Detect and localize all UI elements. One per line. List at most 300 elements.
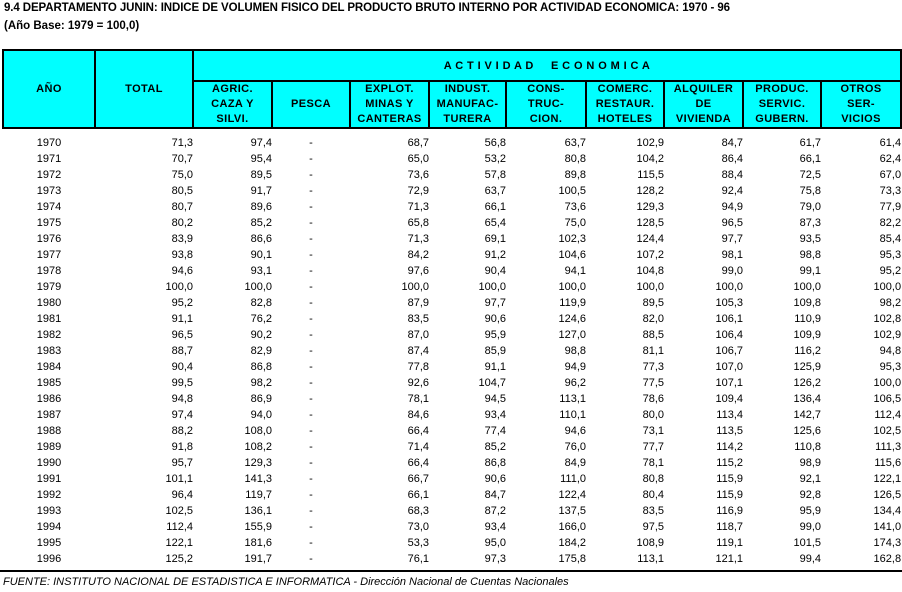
value-cell: 71,3 [407, 233, 429, 245]
value-cell: 63,7 [564, 137, 586, 149]
value-cell: 88,2 [171, 425, 193, 437]
value-cell: 107,0 [715, 361, 743, 373]
year-cell: 1991 [36, 473, 62, 485]
column-header-pesca: PESCA [272, 81, 350, 128]
value-cell: 90,2 [250, 329, 272, 341]
value-cell: 87,9 [407, 297, 429, 309]
value-cell: 65,0 [407, 153, 429, 165]
value-cell: 102,8 [873, 313, 902, 325]
page-title: 9.4 DEPARTAMENTO JUNIN: INDICE DE VOLUMEN FISICO DEL PRODUCTO BRUTO INTERNO POR ACTIVIDAD ECONOMICA: 1970 - 96 [4, 2, 730, 14]
table-row [3, 327, 901, 343]
table-row [3, 439, 901, 455]
value-cell: 112,4 [166, 521, 193, 533]
table-header [3, 50, 901, 128]
value-cell: 115,2 [716, 457, 743, 469]
year-cell: 1985 [36, 377, 62, 389]
value-cell: 100,0 [715, 281, 743, 293]
value-cell: 86,8 [484, 457, 506, 469]
value-cell: 100,0 [636, 281, 664, 293]
value-cell: 63,7 [484, 185, 506, 197]
value-cell: - [309, 185, 313, 197]
value-cell: 109,9 [793, 329, 821, 341]
value-cell: 125,2 [165, 553, 193, 565]
value-cell: 113,1 [559, 393, 586, 405]
table-bottom-rule [0, 570, 902, 572]
value-cell: - [309, 313, 313, 325]
value-cell: 87,4 [407, 345, 429, 357]
value-cell: 98,2 [250, 377, 272, 389]
value-cell: 102,3 [558, 233, 586, 245]
value-cell: 89,6 [250, 201, 272, 213]
value-cell: 125,9 [793, 361, 821, 373]
value-cell: 104,8 [636, 265, 664, 277]
value-cell: 85,2 [250, 217, 272, 229]
value-cell: - [309, 409, 313, 421]
value-cell: 89,5 [642, 297, 664, 309]
year-cell: 1973 [36, 185, 62, 197]
value-cell: 75,8 [799, 185, 821, 197]
table-row [3, 359, 901, 375]
value-cell: 94,1 [564, 265, 586, 277]
value-cell: 66,4 [407, 425, 429, 437]
value-cell: 78,1 [407, 393, 429, 405]
value-cell: - [309, 265, 313, 277]
value-cell: 101,1 [165, 473, 193, 485]
value-cell: 99,0 [721, 265, 743, 277]
value-cell: 112,4 [874, 409, 902, 421]
value-cell: 110,1 [559, 409, 586, 421]
value-cell: 126,2 [793, 377, 821, 389]
value-cell: 100,0 [401, 281, 429, 293]
value-cell: 61,7 [799, 137, 821, 149]
value-cell: 126,5 [873, 489, 902, 501]
value-cell: 122,1 [873, 473, 902, 485]
value-cell: 115,6 [874, 457, 902, 469]
value-cell: - [309, 345, 313, 357]
year-cell: 1994 [36, 521, 62, 533]
year-cell: 1971 [36, 153, 62, 165]
value-cell: 69,1 [484, 233, 506, 245]
value-cell: 94,6 [564, 425, 586, 437]
value-cell: 85,4 [879, 233, 902, 245]
table-row [3, 455, 901, 471]
value-cell: 86,6 [250, 233, 272, 245]
year-cell: 1978 [36, 265, 62, 277]
value-cell: 92,8 [799, 489, 821, 501]
value-cell: - [309, 137, 313, 149]
value-cell: - [309, 537, 313, 549]
value-cell: 75,0 [564, 217, 586, 229]
source-note: FUENTE: INSTITUTO NACIONAL DE ESTADISTICA E INFORMATICA - Dirección Nacional de Cuentas Nacionales [3, 576, 569, 588]
value-cell: 71,4 [407, 441, 429, 453]
value-cell: 102,9 [873, 329, 902, 341]
value-cell: 106,7 [715, 345, 743, 357]
value-cell: 94,6 [171, 265, 193, 277]
value-cell: 82,2 [879, 217, 902, 229]
value-cell: 121,1 [715, 553, 743, 565]
year-cell: 1977 [36, 249, 62, 261]
column-header-agric: AGRIC. CAZA Y SILVI. [193, 81, 272, 128]
value-cell: 101,5 [793, 537, 821, 549]
value-cell: - [309, 153, 313, 165]
value-cell: 98,1 [721, 249, 743, 261]
value-cell: 53,2 [484, 153, 506, 165]
value-cell: 110,9 [794, 313, 821, 325]
value-cell: 95,4 [250, 153, 272, 165]
value-cell: 88,4 [721, 169, 743, 181]
value-cell: 92,6 [407, 377, 429, 389]
value-cell: 73,1 [642, 425, 664, 437]
year-cell: 1988 [36, 425, 62, 437]
year-cell: 1990 [36, 457, 62, 469]
value-cell: 104,6 [558, 249, 586, 261]
value-cell: 162,8 [873, 553, 902, 565]
value-cell: - [309, 361, 313, 373]
value-cell: 142,7 [793, 409, 821, 421]
value-cell: 83,9 [171, 233, 193, 245]
value-cell: 99,5 [171, 377, 193, 389]
value-cell: 80,4 [642, 489, 664, 501]
value-cell: 90,6 [484, 313, 506, 325]
value-cell: 100,0 [793, 281, 821, 293]
table-row [3, 343, 901, 359]
value-cell: 119,7 [245, 489, 272, 501]
value-cell: 94,8 [171, 393, 193, 405]
value-cell: 96,4 [171, 489, 193, 501]
value-cell: 75,0 [171, 169, 193, 181]
table-row [3, 551, 901, 567]
value-cell: 97,7 [484, 297, 506, 309]
value-cell: 86,4 [721, 153, 743, 165]
value-cell: 93,8 [171, 249, 193, 261]
value-cell: 122,1 [165, 537, 193, 549]
year-cell: 1975 [36, 217, 62, 229]
value-cell: - [309, 505, 313, 517]
value-cell: 102,5 [873, 425, 902, 437]
value-cell: 100,0 [558, 281, 586, 293]
year-cell: 1974 [36, 201, 62, 213]
table-row [3, 231, 901, 247]
value-cell: 119,9 [559, 297, 586, 309]
value-cell: 77,4 [484, 425, 506, 437]
value-cell: 83,5 [642, 505, 664, 517]
value-cell: 66,4 [407, 457, 429, 469]
value-cell: 96,5 [721, 217, 743, 229]
value-cell: - [309, 489, 313, 501]
value-cell: 124,4 [636, 233, 664, 245]
value-cell: - [309, 249, 313, 261]
value-cell: 61,4 [879, 137, 902, 149]
value-cell: 122,4 [558, 489, 586, 501]
value-cell: 82,0 [642, 313, 664, 325]
gdp-index-table [2, 49, 902, 567]
value-cell: 70,7 [171, 153, 193, 165]
value-cell: 88,5 [642, 329, 664, 341]
column-header-cons: CONS- TRUC- CION. [506, 81, 586, 128]
year-cell: 1983 [36, 345, 62, 357]
value-cell: 57,8 [484, 169, 506, 181]
value-cell: 84,7 [721, 137, 743, 149]
value-cell: 78,1 [642, 457, 664, 469]
table-row [3, 295, 901, 311]
year-cell: 1970 [36, 137, 62, 149]
value-cell: 96,2 [564, 377, 586, 389]
value-cell: 100,0 [478, 281, 506, 293]
value-cell: 79,0 [799, 201, 821, 213]
column-header-produc: PRODUC. SERVIC. GUBERN. [743, 81, 821, 128]
value-cell: 66,1 [407, 489, 429, 501]
value-cell: 99,1 [799, 265, 821, 277]
value-cell: 65,8 [407, 217, 429, 229]
value-cell: 91,1 [484, 361, 506, 373]
year-cell: 1995 [36, 537, 62, 549]
value-cell: 137,5 [558, 505, 586, 517]
value-cell: - [309, 553, 313, 565]
value-cell: 77,7 [642, 441, 664, 453]
value-cell: 113,5 [716, 425, 743, 437]
value-cell: 118,7 [716, 521, 743, 533]
value-cell: 94,9 [721, 201, 743, 213]
value-cell: 91,7 [250, 185, 272, 197]
table-body [3, 128, 901, 567]
value-cell: 71,3 [171, 137, 193, 149]
value-cell: 100,5 [558, 185, 586, 197]
value-cell: 68,7 [407, 137, 429, 149]
value-cell: 89,8 [564, 169, 586, 181]
value-cell: 93,5 [799, 233, 821, 245]
value-cell: 80,2 [171, 217, 193, 229]
group-header-row [3, 50, 901, 81]
table-row [3, 247, 901, 263]
value-cell: 85,2 [484, 441, 506, 453]
value-cell: 125,6 [793, 425, 821, 437]
value-cell: 71,3 [407, 201, 429, 213]
table-row [3, 199, 901, 215]
value-cell: 141,0 [873, 521, 902, 533]
value-cell: - [309, 281, 313, 293]
year-cell: 1992 [36, 489, 62, 501]
value-cell: 99,4 [799, 553, 821, 565]
value-cell: 72,9 [407, 185, 429, 197]
value-cell: 174,3 [873, 537, 902, 549]
table-row [3, 135, 901, 151]
value-cell: 94,5 [484, 393, 506, 405]
value-cell: 73,6 [407, 169, 429, 181]
value-cell: 105,3 [715, 297, 743, 309]
value-cell: 129,3 [636, 201, 664, 213]
value-cell: 119,1 [716, 537, 743, 549]
value-cell: 97,6 [407, 265, 429, 277]
column-header-otros: OTROS SER- VICIOS [821, 81, 901, 128]
value-cell: 87,2 [484, 505, 506, 517]
base-year-note: (Año Base: 1979 = 100,0) [4, 20, 140, 32]
value-cell: 93,4 [484, 409, 506, 421]
value-cell: 100,0 [244, 281, 272, 293]
column-header-ano: AÑO [3, 50, 95, 128]
value-cell: - [309, 201, 313, 213]
value-cell: 100,0 [165, 281, 193, 293]
value-cell: 95,3 [879, 361, 902, 373]
value-cell: 124,6 [558, 313, 586, 325]
value-cell: 85,9 [484, 345, 506, 357]
value-cell: 73,6 [564, 201, 586, 213]
value-cell: 94,9 [564, 361, 586, 373]
value-cell: 108,0 [244, 425, 272, 437]
value-cell: 95,7 [171, 457, 193, 469]
value-cell: 102,9 [636, 137, 664, 149]
value-cell: 92,4 [721, 185, 743, 197]
value-cell: 113,4 [716, 409, 743, 421]
group-header-actividad-economica: A C T I V I D A D E C O N O M I C A [193, 50, 901, 81]
value-cell: 93,4 [484, 521, 506, 533]
value-cell: 109,8 [793, 297, 821, 309]
value-cell: 90,4 [484, 265, 506, 277]
value-cell: 155,9 [244, 521, 272, 533]
year-cell: 1986 [36, 393, 62, 405]
value-cell: 62,4 [879, 153, 902, 165]
table-row [3, 487, 901, 503]
table-row [3, 519, 901, 535]
table-row [3, 151, 901, 167]
value-cell: 95,2 [879, 265, 902, 277]
value-cell: - [309, 473, 313, 485]
value-cell: 136,1 [244, 505, 272, 517]
value-cell: 95,0 [484, 537, 506, 549]
column-header-alquiler: ALQUILER DE VIVIENDA [664, 81, 743, 128]
value-cell: 107,1 [715, 377, 743, 389]
value-cell: 90,6 [484, 473, 506, 485]
value-cell: 97,3 [484, 553, 506, 565]
value-cell: 80,7 [171, 201, 193, 213]
value-cell: 106,1 [715, 313, 743, 325]
table-row [3, 215, 901, 231]
value-cell: 129,3 [244, 457, 272, 469]
table-row [3, 391, 901, 407]
value-cell: 76,1 [407, 553, 429, 565]
value-cell: 80,8 [642, 473, 664, 485]
value-cell: 78,6 [642, 393, 664, 405]
value-cell: 115,5 [637, 169, 664, 181]
value-cell: 95,3 [879, 249, 902, 261]
value-cell: 94,8 [879, 345, 902, 357]
spacer-row [3, 128, 901, 135]
value-cell: 98,8 [564, 345, 586, 357]
value-cell: 99,0 [799, 521, 821, 533]
value-cell: 86,9 [250, 393, 272, 405]
value-cell: 53,3 [407, 537, 429, 549]
table-row [3, 263, 901, 279]
value-cell: 88,7 [171, 345, 193, 357]
value-cell: 128,5 [636, 217, 664, 229]
value-cell: 91,2 [484, 249, 506, 261]
value-cell: 65,4 [484, 217, 506, 229]
value-cell: 102,5 [165, 505, 193, 517]
value-cell: 104,2 [636, 153, 664, 165]
value-cell: 90,4 [171, 361, 193, 373]
value-cell: 68,3 [407, 505, 429, 517]
value-cell: 84,9 [564, 457, 586, 469]
table-row [3, 503, 901, 519]
table-row [3, 471, 901, 487]
column-header-comerc: COMERC. RESTAUR. HOTELES [586, 81, 664, 128]
year-cell: 1982 [36, 329, 62, 341]
value-cell: 107,2 [636, 249, 664, 261]
value-cell: 77,9 [879, 201, 902, 213]
value-cell: 95,9 [799, 505, 821, 517]
column-header-total: TOTAL [95, 50, 193, 128]
value-cell: 92,1 [799, 473, 821, 485]
value-cell: 82,8 [250, 297, 272, 309]
year-cell: 1989 [36, 441, 62, 453]
value-cell: 66,1 [799, 153, 821, 165]
value-cell: 97,4 [250, 137, 272, 149]
value-cell: 95,2 [171, 297, 193, 309]
value-cell: 115,9 [716, 489, 743, 501]
value-cell: 110,8 [794, 441, 821, 453]
value-cell: 115,9 [716, 473, 743, 485]
value-cell: 86,8 [250, 361, 272, 373]
value-cell: 191,7 [244, 553, 272, 565]
value-cell: 90,1 [250, 249, 272, 261]
value-cell: - [309, 457, 313, 469]
value-cell: 84,7 [484, 489, 506, 501]
value-cell: 80,0 [642, 409, 664, 421]
table-row [3, 167, 901, 183]
value-cell: 87,0 [407, 329, 429, 341]
value-cell: 166,0 [558, 521, 586, 533]
value-cell: - [309, 425, 313, 437]
value-cell: - [309, 441, 313, 453]
column-header-explot: EXPLOT. MINAS Y CANTERAS [350, 81, 429, 128]
value-cell: 93,1 [250, 265, 272, 277]
value-cell: 82,9 [250, 345, 272, 357]
value-cell: 113,1 [637, 553, 664, 565]
value-cell: 80,5 [171, 185, 193, 197]
value-cell: 80,8 [564, 153, 586, 165]
value-cell: 77,5 [642, 377, 664, 389]
value-cell: 84,2 [407, 249, 429, 261]
value-cell: 100,0 [873, 377, 902, 389]
year-cell: 1976 [36, 233, 62, 245]
value-cell: 106,5 [873, 393, 902, 405]
value-cell: 98,2 [879, 297, 902, 309]
value-cell: 98,9 [799, 457, 821, 469]
value-cell: 116,2 [794, 345, 821, 357]
value-cell: 106,4 [715, 329, 743, 341]
value-cell: 91,1 [171, 313, 193, 325]
value-cell: 175,8 [558, 553, 586, 565]
value-cell: 66,1 [484, 201, 506, 213]
year-cell: 1993 [36, 505, 62, 517]
year-cell: 1972 [36, 169, 62, 181]
value-cell: - [309, 217, 313, 229]
column-header-indust: INDUST. MANUFAC- TURERA [429, 81, 506, 128]
value-cell: 76,0 [564, 441, 586, 453]
value-cell: 134,4 [873, 505, 902, 517]
value-cell: - [309, 297, 313, 309]
value-cell: 56,8 [484, 137, 506, 149]
value-cell: 108,2 [244, 441, 272, 453]
year-cell: 1984 [36, 361, 62, 373]
value-cell: 89,5 [250, 169, 272, 181]
value-cell: 77,3 [642, 361, 664, 373]
value-cell: 66,7 [407, 473, 429, 485]
value-cell: 96,5 [171, 329, 193, 341]
value-cell: 114,2 [716, 441, 743, 453]
year-cell: 1980 [36, 297, 62, 309]
table-row [3, 311, 901, 327]
value-cell: 181,6 [244, 537, 272, 549]
